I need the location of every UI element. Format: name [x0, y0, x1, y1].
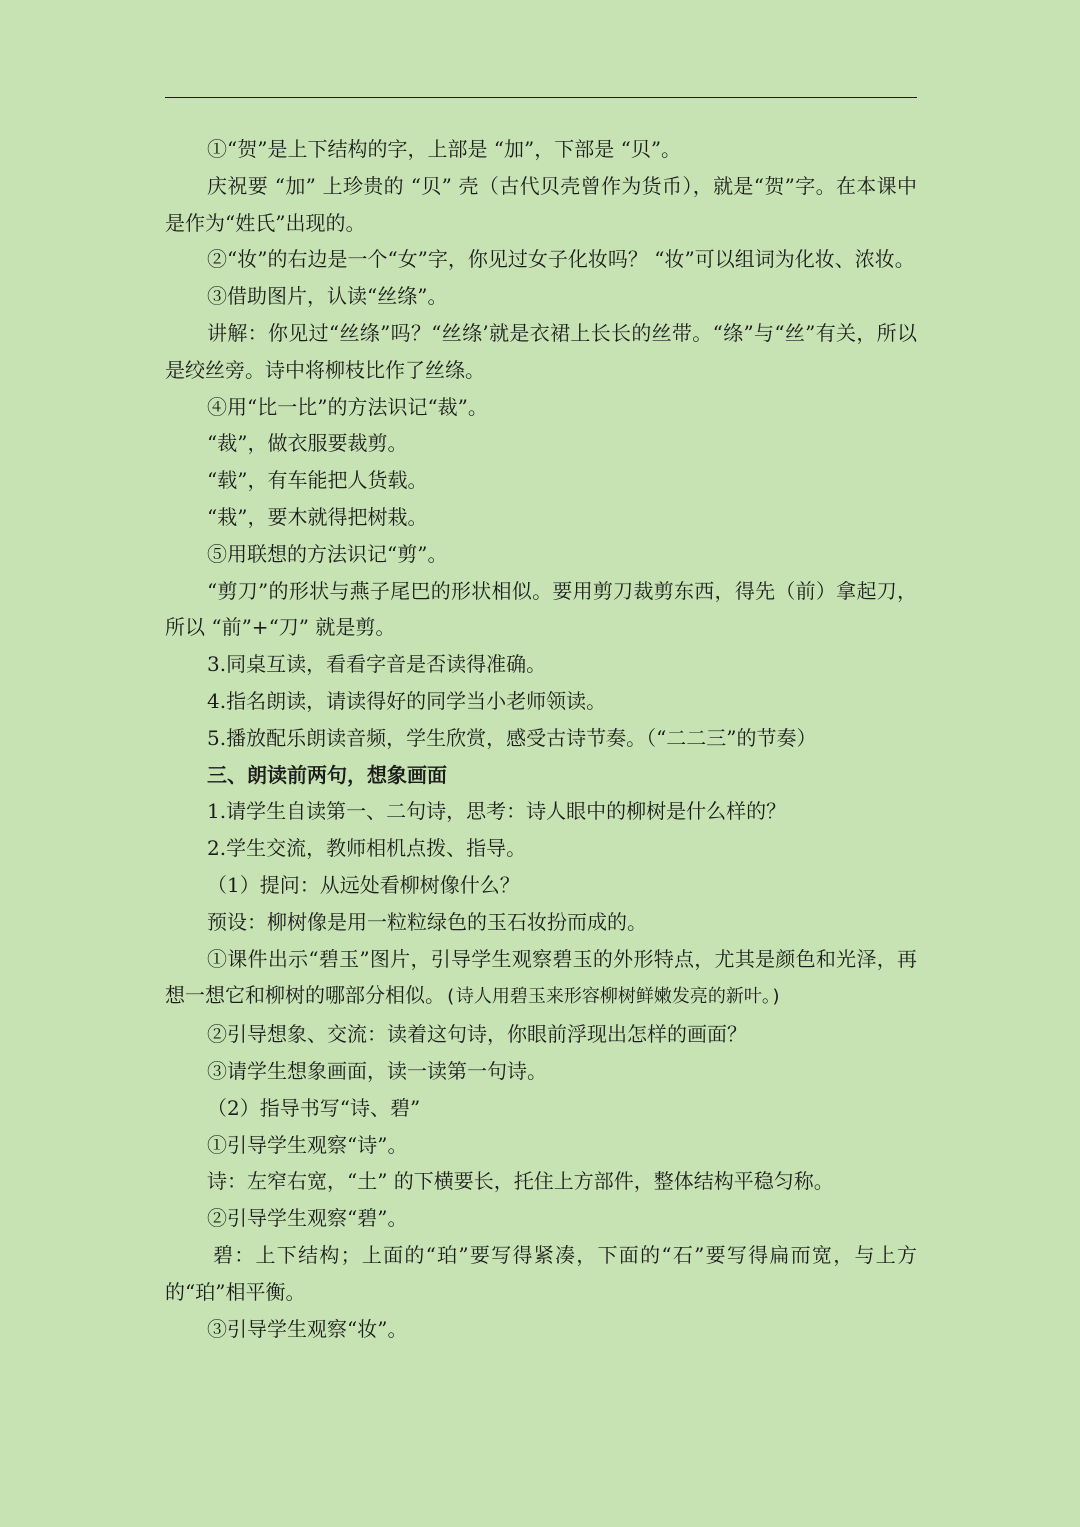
header-rule: [165, 97, 917, 98]
paragraph: 碧：上下结构；上面的“珀”要写得紧凑，下面的“石”要写得扁而宽，与上方的“珀”相平衡。: [165, 1242, 917, 1304]
paragraph: 讲解：你见过“丝绦”吗？“丝绦’就是衣裙上长长的丝带。“绦”与“丝”有关，所以是绞丝旁。诗中将柳枝比作了丝绦。: [165, 320, 917, 382]
paragraph: ①引导学生观察“诗”。: [207, 1132, 408, 1157]
paragraph: 庆祝要 “加” 上珍贵的 “贝” 壳（古代贝壳曾作为货币），就是“贺”字。在本课中是作为“姓氏”出现的。: [165, 173, 917, 235]
paragraph: ④用“比一比”的方法识记“裁”。: [207, 394, 488, 419]
paragraph: ③借助图片，认读“丝绦”。: [207, 284, 448, 309]
paragraph: ②引导想象、交流：读着这句诗，你眼前浮现出怎样的画面？: [207, 1022, 747, 1047]
handwritten-note: (诗人用碧玉来形容柳树鲜嫩发亮的新叶。): [445, 986, 782, 1008]
paragraph: ①“贺”是上下结构的字，上部是 “加”，下部是 “贝”。: [207, 137, 682, 161]
paragraph: （1）提问：从远处看柳树像什么？: [207, 872, 520, 897]
paragraph: （2）指导书写“诗、碧”: [207, 1095, 421, 1120]
paragraph: ③引导学生观察“妆”。: [207, 1316, 408, 1341]
paragraph: “载”，有车能把人货载。: [207, 468, 428, 493]
paragraph: “剪刀”的形状与燕子尾巴的形状相似。要用剪刀裁剪东西，得先（前）拿起刀，所以 “前”+“刀” 就是剪。: [165, 578, 917, 640]
paragraph: ②引导学生观察“碧”。: [207, 1206, 408, 1231]
paragraph: ⑤用联想的方法识记“剪”。: [207, 541, 448, 566]
paragraph: 5.播放配乐朗读音频，学生欣赏，感受古诗节奏。（“二二三”的节奏）: [207, 725, 817, 750]
paragraph: 4.指名朗读，请读得好的同学当小老师领读。: [207, 688, 607, 713]
document-body: [165, 131, 917, 1347]
paragraph: 2.学生交流，教师相机点拨、指导。: [207, 836, 527, 861]
paragraph: 1.请学生自读第一、二句诗，思考：诗人眼中的柳树是什么样的？: [207, 799, 787, 824]
paragraph: ②“妆”的右边是一个“女”字，你见过女子化妆吗？ “妆”可以组词为化妆、浓妆。: [207, 247, 915, 272]
section-heading: 三、朗读前两句，想象画面: [207, 762, 447, 787]
paragraph-text: ①课件出示“碧玉”图片，引导学生观察碧玉的外形特点，尤其是颜色和光泽，再想一想它和柳树的哪部分相似。: [165, 946, 917, 1008]
paragraph: “裁”，做衣服要裁剪。: [207, 431, 408, 456]
paragraph: 诗：左窄右宽，“土” 的下横要长，托住上方部件，整体结构平稳匀称。: [207, 1169, 834, 1194]
paragraph: [165, 941, 917, 1017]
paragraph: “栽”，要木就得把树栽。: [207, 504, 428, 529]
document-page: [165, 0, 917, 1527]
paragraph: 3.同桌互读，看看字音是否读得准确。: [207, 652, 547, 677]
paragraph: 预设：柳树像是用一粒粒绿色的玉石妆扮而成的。: [207, 909, 647, 934]
paragraph: ③请学生想象画面，读一读第一句诗。: [207, 1058, 547, 1083]
